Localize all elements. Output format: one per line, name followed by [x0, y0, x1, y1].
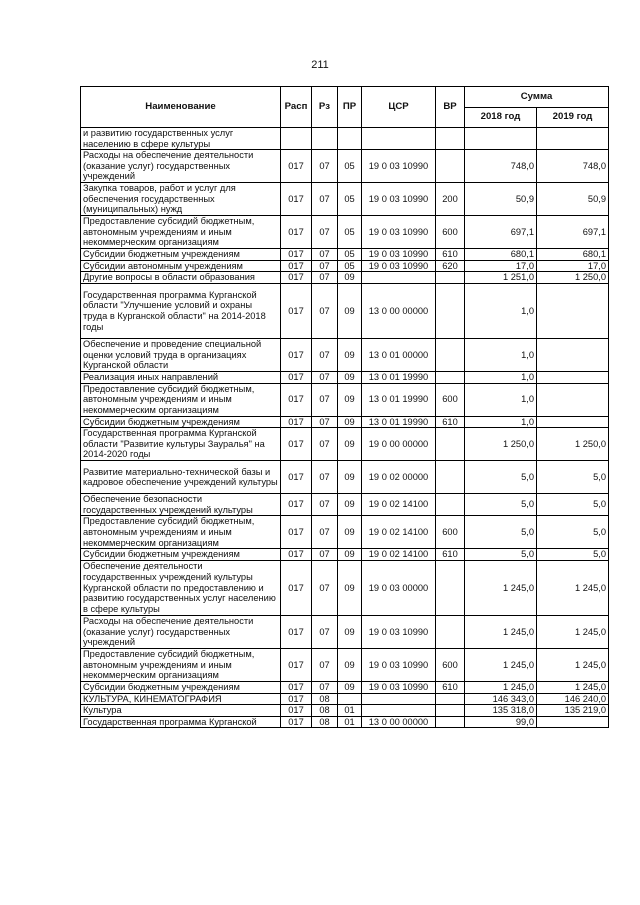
table-row: [81, 549, 609, 561]
cell-csr: 13 0 01 00000: [362, 338, 436, 371]
table-row: [81, 216, 609, 249]
cell-csr: 19 0 02 00000: [362, 461, 436, 494]
table-body: [81, 128, 609, 728]
cell-vr: [436, 338, 465, 371]
cell-2018: 5,0: [465, 516, 537, 549]
cell-2019: [537, 383, 609, 416]
cell-csr: 19 0 03 00000: [362, 560, 436, 615]
cell-rasp: 017: [281, 150, 312, 183]
cell-2019: 1 245,0: [537, 648, 609, 681]
cell-csr: [362, 128, 436, 150]
cell-2019: 1 250,0: [537, 272, 609, 284]
cell-name: Предоставление субсидий бюджетным, автономным учреждениям и иным некоммерческим организациям: [81, 516, 281, 549]
cell-2018: 5,0: [465, 461, 537, 494]
cell-2018: [465, 128, 537, 150]
cell-2018: 1 245,0: [465, 615, 537, 648]
cell-csr: 19 0 02 14100: [362, 494, 436, 516]
cell-vr: 610: [436, 249, 465, 261]
cell-rasp: 017: [281, 648, 312, 681]
table-row: [81, 705, 609, 717]
cell-rz: 07: [312, 615, 338, 648]
table-row: [81, 461, 609, 494]
cell-csr: 19 0 02 14100: [362, 516, 436, 549]
cell-pr: 09: [338, 283, 362, 338]
table-row: [81, 383, 609, 416]
cell-2018: 5,0: [465, 494, 537, 516]
cell-vr: [436, 371, 465, 383]
cell-rz: 08: [312, 716, 338, 728]
header-sum: Сумма: [465, 87, 609, 108]
cell-name: КУЛЬТУРА, КИНЕМАТОГРАФИЯ: [81, 693, 281, 705]
cell-pr: 05: [338, 249, 362, 261]
cell-2018: 1 245,0: [465, 648, 537, 681]
cell-name: Культура: [81, 705, 281, 717]
cell-pr: 09: [338, 338, 362, 371]
cell-pr: 09: [338, 461, 362, 494]
table-row: [81, 693, 609, 705]
cell-2018: 99,0: [465, 716, 537, 728]
cell-csr: 13 0 00 00000: [362, 283, 436, 338]
cell-2019: 5,0: [537, 516, 609, 549]
cell-pr: 09: [338, 516, 362, 549]
cell-2019: 5,0: [537, 549, 609, 561]
cell-rasp: [281, 128, 312, 150]
table-row: [81, 681, 609, 693]
cell-2018: 135 318,0: [465, 705, 537, 717]
cell-2018: 50,9: [465, 183, 537, 216]
cell-pr: 09: [338, 416, 362, 428]
cell-2018: 1,0: [465, 338, 537, 371]
cell-csr: 19 0 03 10990: [362, 681, 436, 693]
table-row: [81, 272, 609, 284]
cell-vr: 200: [436, 183, 465, 216]
table-row: [81, 249, 609, 261]
cell-name: Государственная программа Курганской области "Развитие культуры Зауралья" на 2014-2020 годы: [81, 428, 281, 461]
cell-rasp: 017: [281, 494, 312, 516]
cell-vr: 620: [436, 260, 465, 272]
cell-vr: [436, 272, 465, 284]
cell-2018: 1,0: [465, 416, 537, 428]
cell-2018: 5,0: [465, 549, 537, 561]
cell-csr: 19 0 00 00000: [362, 428, 436, 461]
cell-2019: [537, 128, 609, 150]
cell-csr: 13 0 01 19990: [362, 371, 436, 383]
cell-pr: 09: [338, 648, 362, 681]
cell-rasp: 017: [281, 516, 312, 549]
cell-vr: 600: [436, 383, 465, 416]
cell-vr: 610: [436, 416, 465, 428]
table-row: [81, 615, 609, 648]
cell-2018: 1 245,0: [465, 560, 537, 615]
cell-vr: [436, 615, 465, 648]
cell-rasp: 017: [281, 681, 312, 693]
cell-rz: 07: [312, 560, 338, 615]
cell-pr: 09: [338, 428, 362, 461]
cell-name: Субсидии автономным учреждениям: [81, 260, 281, 272]
cell-pr: 09: [338, 494, 362, 516]
cell-rz: 07: [312, 416, 338, 428]
header-csr: ЦСР: [362, 87, 436, 128]
cell-name: Обеспечение безопасности государственных учреждений культуры: [81, 494, 281, 516]
cell-csr: 19 0 03 10990: [362, 260, 436, 272]
header-vr: ВР: [436, 87, 465, 128]
cell-csr: [362, 693, 436, 705]
cell-name: Государственная программа Курганской: [81, 716, 281, 728]
cell-2019: [537, 371, 609, 383]
cell-name: Субсидии бюджетным учреждениям: [81, 549, 281, 561]
cell-pr: 09: [338, 272, 362, 284]
table-row: [81, 183, 609, 216]
cell-rasp: 017: [281, 383, 312, 416]
cell-rasp: 017: [281, 338, 312, 371]
cell-csr: 19 0 03 10990: [362, 216, 436, 249]
cell-rasp: 017: [281, 183, 312, 216]
cell-pr: 05: [338, 183, 362, 216]
cell-vr: [436, 461, 465, 494]
cell-csr: 19 0 03 10990: [362, 648, 436, 681]
cell-2019: 50,9: [537, 183, 609, 216]
cell-csr: 19 0 03 10990: [362, 150, 436, 183]
cell-vr: [436, 693, 465, 705]
cell-vr: 600: [436, 216, 465, 249]
cell-rz: 07: [312, 549, 338, 561]
cell-rasp: 017: [281, 283, 312, 338]
cell-name: Обеспечение и проведение специальной оценки условий труда в организациях Курганской области: [81, 338, 281, 371]
table-row: [81, 338, 609, 371]
cell-vr: [436, 705, 465, 717]
cell-rasp: 017: [281, 416, 312, 428]
header-pr: ПР: [338, 87, 362, 128]
cell-rz: 07: [312, 183, 338, 216]
header-2019: 2019 год: [537, 108, 609, 128]
cell-rasp: 017: [281, 693, 312, 705]
cell-pr: [338, 693, 362, 705]
cell-pr: 01: [338, 705, 362, 717]
cell-rasp: 017: [281, 216, 312, 249]
cell-rasp: 017: [281, 560, 312, 615]
cell-pr: 09: [338, 383, 362, 416]
cell-name: Реализация иных направлений: [81, 371, 281, 383]
cell-rz: 07: [312, 494, 338, 516]
cell-2019: 748,0: [537, 150, 609, 183]
cell-pr: 09: [338, 549, 362, 561]
cell-csr: 13 0 01 19990: [362, 416, 436, 428]
cell-rz: 07: [312, 283, 338, 338]
table-row: [81, 128, 609, 150]
cell-rasp: 017: [281, 461, 312, 494]
cell-name: Развитие материально-технической базы и кадровое обеспечение учреждений культуры: [81, 461, 281, 494]
cell-rasp: 017: [281, 716, 312, 728]
cell-rz: 07: [312, 216, 338, 249]
cell-rz: 08: [312, 693, 338, 705]
cell-vr: [436, 283, 465, 338]
cell-2018: 680,1: [465, 249, 537, 261]
cell-vr: 610: [436, 549, 465, 561]
cell-pr: 09: [338, 681, 362, 693]
cell-rasp: 017: [281, 615, 312, 648]
cell-2018: 146 343,0: [465, 693, 537, 705]
cell-2019: 1 245,0: [537, 681, 609, 693]
cell-rz: 07: [312, 249, 338, 261]
cell-2018: 1,0: [465, 283, 537, 338]
cell-rz: 08: [312, 705, 338, 717]
cell-name: Расходы на обеспечение деятельности (оказание услуг) государственных учреждений: [81, 150, 281, 183]
cell-rasp: 017: [281, 371, 312, 383]
cell-vr: [436, 428, 465, 461]
cell-rz: 07: [312, 383, 338, 416]
cell-csr: [362, 272, 436, 284]
cell-2018: 17,0: [465, 260, 537, 272]
cell-2018: 1,0: [465, 383, 537, 416]
header-rz: Рз: [312, 87, 338, 128]
cell-rasp: 017: [281, 260, 312, 272]
cell-rz: 07: [312, 260, 338, 272]
cell-2018: 1 250,0: [465, 428, 537, 461]
cell-2018: 1 251,0: [465, 272, 537, 284]
cell-rasp: 017: [281, 549, 312, 561]
cell-vr: 600: [436, 516, 465, 549]
cell-2019: [537, 716, 609, 728]
cell-name: Предоставление субсидий бюджетным, автономным учреждениям и иным некоммерческим организациям: [81, 383, 281, 416]
cell-name: Предоставление субсидий бюджетным, автономным учреждениям и иным некоммерческим организациям: [81, 648, 281, 681]
cell-2019: 680,1: [537, 249, 609, 261]
cell-rz: 07: [312, 371, 338, 383]
cell-rz: 07: [312, 461, 338, 494]
cell-csr: 19 0 03 10990: [362, 183, 436, 216]
cell-2018: 1 245,0: [465, 681, 537, 693]
cell-vr: [436, 150, 465, 183]
cell-rz: 07: [312, 648, 338, 681]
table-row: [81, 283, 609, 338]
cell-name: Другие вопросы в области образования: [81, 272, 281, 284]
cell-2019: [537, 283, 609, 338]
cell-rasp: 017: [281, 428, 312, 461]
cell-csr: 13 0 01 19990: [362, 383, 436, 416]
cell-vr: [436, 494, 465, 516]
cell-pr: 09: [338, 615, 362, 648]
cell-name: Субсидии бюджетным учреждениям: [81, 249, 281, 261]
cell-pr: 01: [338, 716, 362, 728]
cell-2019: 1 250,0: [537, 428, 609, 461]
table-row: [81, 428, 609, 461]
cell-rz: 07: [312, 338, 338, 371]
cell-name: и развитию государственных услуг населению в сфере культуры: [81, 128, 281, 150]
cell-rz: 07: [312, 516, 338, 549]
cell-name: Расходы на обеспечение деятельности (оказание услуг) государственных учреждений: [81, 615, 281, 648]
cell-pr: 05: [338, 150, 362, 183]
table-row: [81, 648, 609, 681]
cell-2019: 5,0: [537, 461, 609, 494]
cell-vr: [436, 716, 465, 728]
cell-pr: 05: [338, 260, 362, 272]
cell-pr: [338, 128, 362, 150]
header-rasp: Расп: [281, 87, 312, 128]
cell-name: Обеспечение деятельности государственных учреждений культуры Курганской области по предоставлению и развитию государственных услуг населению в сфере культуры: [81, 560, 281, 615]
cell-rasp: 017: [281, 249, 312, 261]
cell-csr: 19 0 03 10990: [362, 615, 436, 648]
cell-name: Предоставление субсидий бюджетным, автономным учреждениям и иным некоммерческим организациям: [81, 216, 281, 249]
cell-csr: 19 0 03 10990: [362, 249, 436, 261]
cell-rasp: 017: [281, 272, 312, 284]
table-header: [81, 87, 609, 128]
header-name: Наименование: [81, 87, 281, 128]
page-number: 211: [311, 59, 329, 71]
cell-rz: 07: [312, 272, 338, 284]
table-row: [81, 260, 609, 272]
header-2018: 2018 год: [465, 108, 537, 128]
cell-rz: 07: [312, 681, 338, 693]
cell-name: Субсидии бюджетным учреждениям: [81, 416, 281, 428]
cell-2019: 1 245,0: [537, 560, 609, 615]
cell-2019: 135 219,0: [537, 705, 609, 717]
cell-2019: [537, 416, 609, 428]
cell-vr: 600: [436, 648, 465, 681]
cell-pr: 05: [338, 216, 362, 249]
budget-table: [80, 86, 609, 728]
cell-rz: [312, 128, 338, 150]
cell-rasp: 017: [281, 705, 312, 717]
cell-2019: 1 245,0: [537, 615, 609, 648]
cell-csr: 13 0 00 00000: [362, 716, 436, 728]
table-row: [81, 150, 609, 183]
cell-rz: 07: [312, 428, 338, 461]
table-row: [81, 516, 609, 549]
cell-2018: 1,0: [465, 371, 537, 383]
table-row: [81, 416, 609, 428]
cell-vr: [436, 128, 465, 150]
cell-vr: [436, 560, 465, 615]
cell-csr: [362, 705, 436, 717]
cell-2019: 5,0: [537, 494, 609, 516]
cell-2018: 697,1: [465, 216, 537, 249]
cell-name: Субсидии бюджетным учреждениям: [81, 681, 281, 693]
cell-name: Государственная программа Курганской области "Улучшение условий и охраны труда в Курганской области" на 2014-2018 годы: [81, 283, 281, 338]
table-row: [81, 494, 609, 516]
cell-csr: 19 0 02 14100: [362, 549, 436, 561]
table-row: [81, 716, 609, 728]
cell-2019: 17,0: [537, 260, 609, 272]
cell-2019: 697,1: [537, 216, 609, 249]
cell-2018: 748,0: [465, 150, 537, 183]
cell-pr: 09: [338, 560, 362, 615]
table-row: [81, 371, 609, 383]
cell-rz: 07: [312, 150, 338, 183]
cell-vr: 610: [436, 681, 465, 693]
cell-2019: 146 240,0: [537, 693, 609, 705]
table-row: [81, 560, 609, 615]
cell-name: Закупка товаров, работ и услуг для обеспечения государственных (муниципальных) нужд: [81, 183, 281, 216]
cell-2019: [537, 338, 609, 371]
cell-pr: 09: [338, 371, 362, 383]
